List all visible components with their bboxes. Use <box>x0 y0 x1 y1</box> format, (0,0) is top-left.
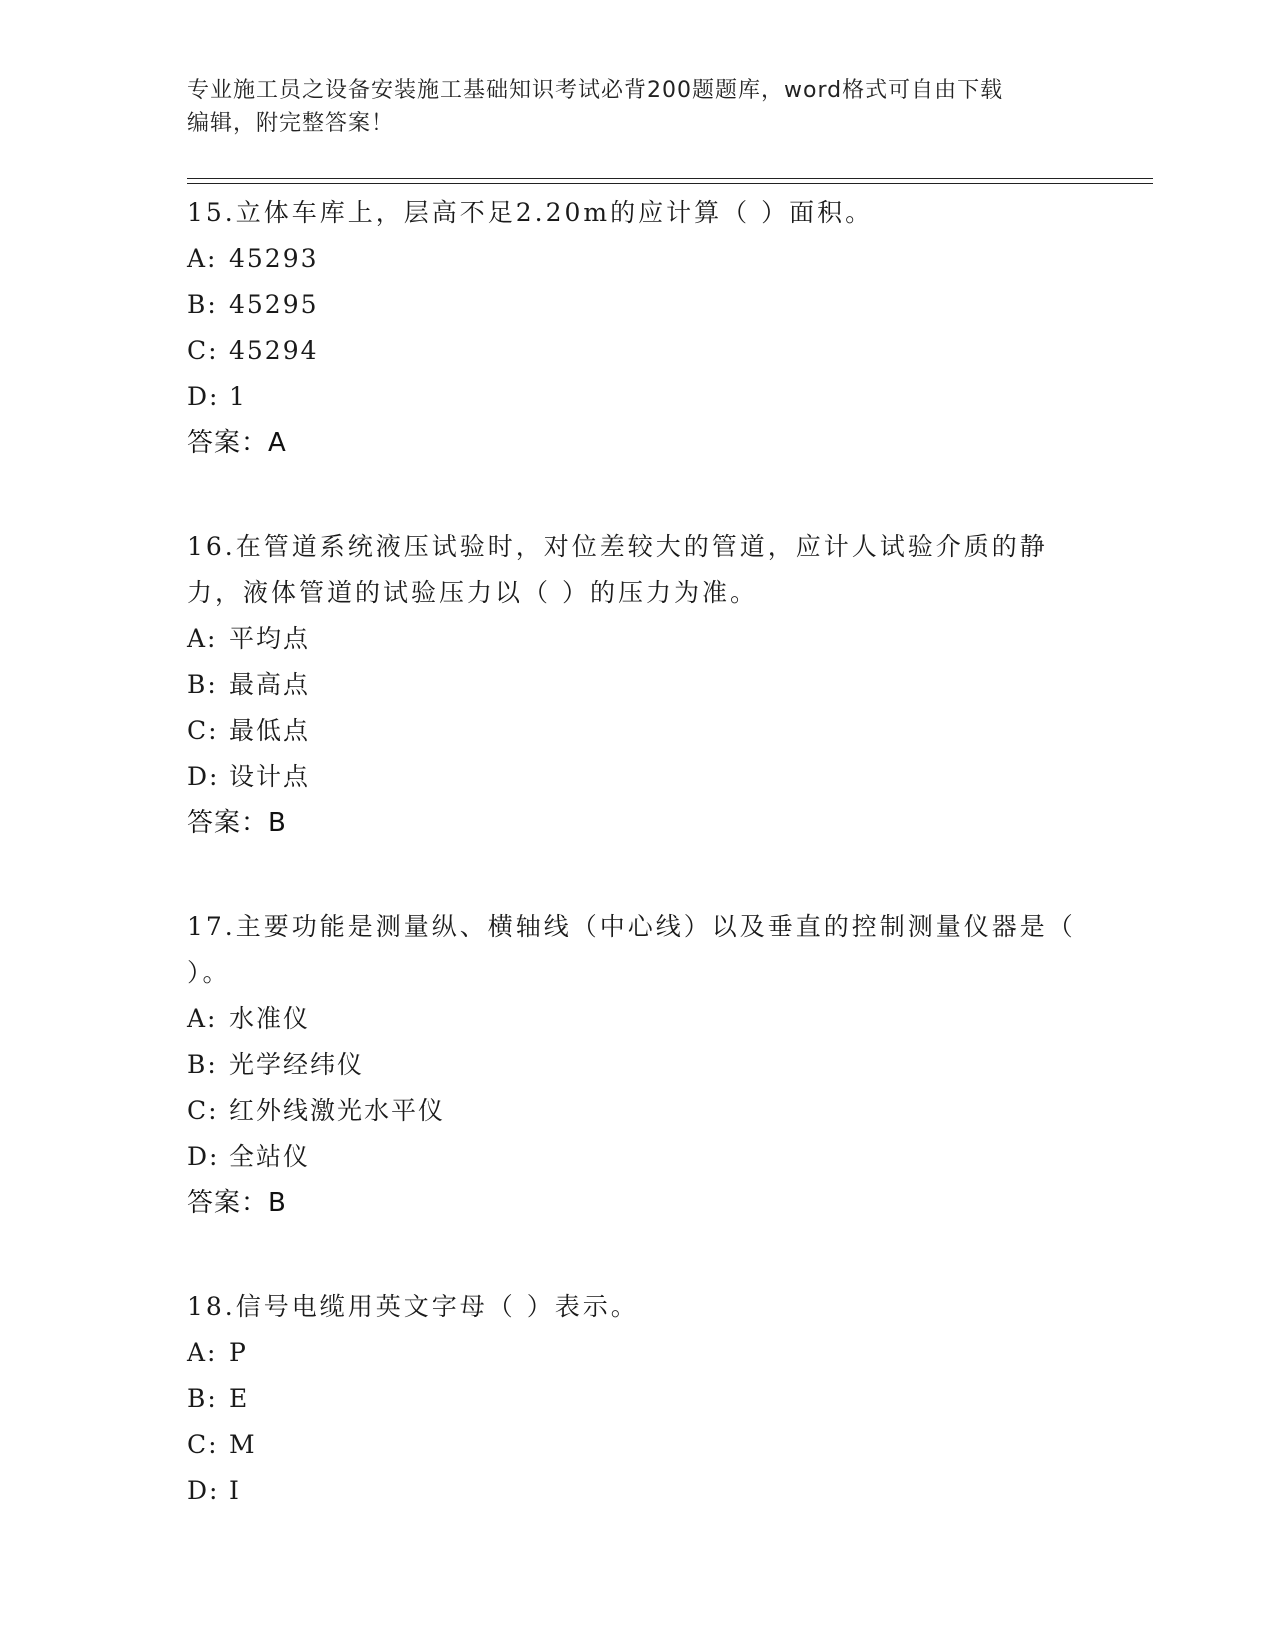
option-letter: D: <box>187 762 220 791</box>
option-letter: B: <box>187 670 218 699</box>
question-block <box>187 524 1087 846</box>
option-text: 1 <box>229 382 247 411</box>
document-header <box>187 74 1087 140</box>
option-text: 平均点 <box>229 624 311 653</box>
option-letter: D: <box>187 382 220 411</box>
question-option <box>187 236 1087 282</box>
option-text: 45295 <box>229 290 319 319</box>
option-text: 最高点 <box>229 670 311 699</box>
question-stem: 18.信号电缆用英文字母（ ）表示。 <box>187 1292 639 1321</box>
option-text: M <box>229 1430 257 1459</box>
option-letter: D: <box>187 1476 220 1505</box>
option-text: 全站仪 <box>229 1142 311 1171</box>
question-answer: 答案：A <box>187 428 287 458</box>
option-letter: C: <box>187 1430 219 1459</box>
option-text: 设计点 <box>229 762 311 791</box>
option-letter: B: <box>187 1384 218 1413</box>
option-text: 红外线激光水平仪 <box>229 1096 446 1125</box>
header-line-1: 专业施工员之设备安装施工基础知识考试必背200题题库，word格式可自由下载 <box>187 78 1004 103</box>
option-letter: B: <box>187 290 218 319</box>
question-stem: 15.立体车库上，层高不足2.20m的应计算（ ）面积。 <box>187 198 874 227</box>
header-line-2: 编辑，附完整答案！ <box>187 111 395 136</box>
option-letter: C: <box>187 716 219 745</box>
question-block <box>187 190 1087 466</box>
question-option <box>187 1376 1087 1422</box>
header-divider-top <box>187 178 1153 179</box>
option-letter: A: <box>187 244 218 273</box>
option-letter: C: <box>187 336 219 365</box>
question-option <box>187 1468 1087 1514</box>
question-answer: 答案：B <box>187 808 287 838</box>
question-stem: 17.主要功能是测量纵、横轴线（中心线）以及垂直的控制测量仪器是（ ）。 <box>187 912 1076 987</box>
option-letter: C: <box>187 1096 219 1125</box>
question-list <box>187 190 1087 1572</box>
question-option <box>187 1134 1087 1180</box>
option-letter: D: <box>187 1142 220 1171</box>
option-text: P <box>229 1338 248 1367</box>
option-text: 最低点 <box>229 716 311 745</box>
question-option <box>187 1042 1087 1088</box>
header-divider-bottom <box>187 183 1153 184</box>
question-option <box>187 1330 1087 1376</box>
question-option <box>187 708 1087 754</box>
question-option <box>187 1088 1087 1134</box>
option-text: 45294 <box>229 336 319 365</box>
question-option <box>187 754 1087 800</box>
question-answer: 答案：B <box>187 1188 287 1218</box>
option-letter: B: <box>187 1050 218 1079</box>
option-text: 45293 <box>229 244 319 273</box>
question-option <box>187 328 1087 374</box>
option-letter: A: <box>187 1004 218 1033</box>
question-option <box>187 374 1087 420</box>
question-block <box>187 1284 1087 1514</box>
option-text: 水准仪 <box>229 1004 311 1033</box>
option-letter: A: <box>187 624 218 653</box>
question-option <box>187 662 1087 708</box>
question-stem: 16.在管道系统液压试验时，对位差较大的管道，应计人试验介质的静力，液体管道的试验压力以（ ）的压力为准。 <box>187 532 1048 607</box>
question-option <box>187 1422 1087 1468</box>
question-option <box>187 282 1087 328</box>
question-block <box>187 904 1087 1226</box>
option-text: I <box>229 1476 241 1505</box>
option-text: 光学经纬仪 <box>229 1050 365 1079</box>
question-option <box>187 616 1087 662</box>
question-option <box>187 996 1087 1042</box>
option-text: E <box>229 1384 250 1413</box>
option-letter: A: <box>187 1338 218 1367</box>
